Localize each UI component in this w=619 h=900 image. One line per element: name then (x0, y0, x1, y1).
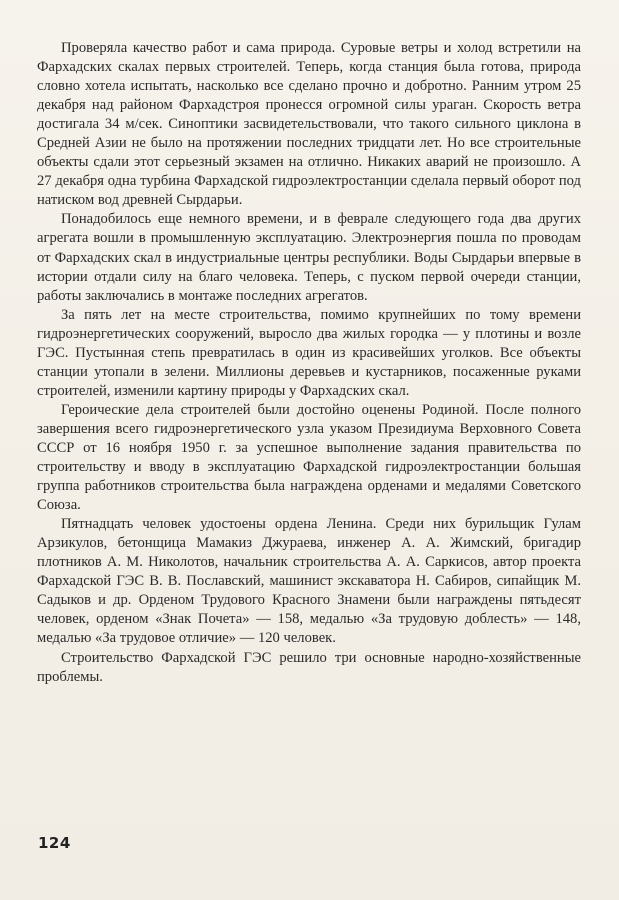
body-text (37, 39, 581, 687)
paragraph-3: За пять лет на месте строительства, помимо крупнейших по тому времени гидроэнергетических сооружений, выросло два жилых городка — у плотины и возле ГЭС. Пустынная степь превратилась в один из красивейших уголков. Все объекты станции утопали в зелени. Миллионы деревьев и кустарников, посаженные руками строителей, изменили картину природы у Фархадских скал. (37, 306, 581, 399)
paragraph-6: Строительство Фархадской ГЭС решило три основные народно-хозяйственные проблемы. (37, 649, 581, 685)
paragraph-1: Проверяла качество работ и сама природа. Суровые ветры и холод встретили на Фархадских скалах первых строителей. Теперь, когда станция была готова, природа словно хотела испытать, насколько все сделано прочно и добротно. Ранним утром 25 декабря над районом Фархадстроя пронесся огромной силы ураган. Скорость ветра достигала 34 м/сек. Синоптики засвидетельствовали, что такого сильного циклона в Средней Азии не было на протяжении последних тридцати лет. Но все строительные объекты сдали этот серьезный экзамен на отлично. Никаких аварий не произошло. А 27 декабря одна турбина Фархадской гидроэлектростанции сделала первый оборот под натиском вод древней Сырдарьи. (37, 40, 581, 209)
page-number: 124 (38, 834, 71, 852)
paragraph-4: Героические дела строителей были достойно оценены Родиной. После полного завершения всего гидроэнергетического узла указом Президиума Верховного Совета СССР от 16 ноября 1950 г. за успешное выполнение задания правительства по строительству и вводу в эксплуатацию Фархадской гидроэлектростанции большая группа работников строительства была награждена орденами и медалями Советского Союза. (37, 401, 581, 514)
paragraph-2: Понадобилось еще немного времени, и в феврале следующего года два других агрегата вошли в промышленную эксплуатацию. Электроэнергия пошла по проводам от Фархадских скал в индустриальные центры республики. Воды Сырдарьи впервые в истории отдали силу на благо человека. Теперь, с пуском первой очереди станции, работы заключались в монтаже последних агрегатов. (37, 211, 581, 304)
paragraph-5: Пятнадцать человек удостоены ордена Ленина. Среди них бурильщик Гулам Арзикулов, бетонщица Мамакиз Джураева, инженер А. А. Жимский, бригадир плотников А. М. Николотов, начальник строительства А. А. Саркисов, автор проекта Фархадской ГЭС В. В. Пославский, машинист экскаватора Н. Сабиров, сипайщик М. Садыков и др. Орденом Трудового Красного Знамени были награждены пятьдесят человек, орденом «Знак Почета» — 158, медалью «За трудовую доблесть» — 148, медалью «За трудовое отличие» — 120 человек. (37, 516, 581, 647)
